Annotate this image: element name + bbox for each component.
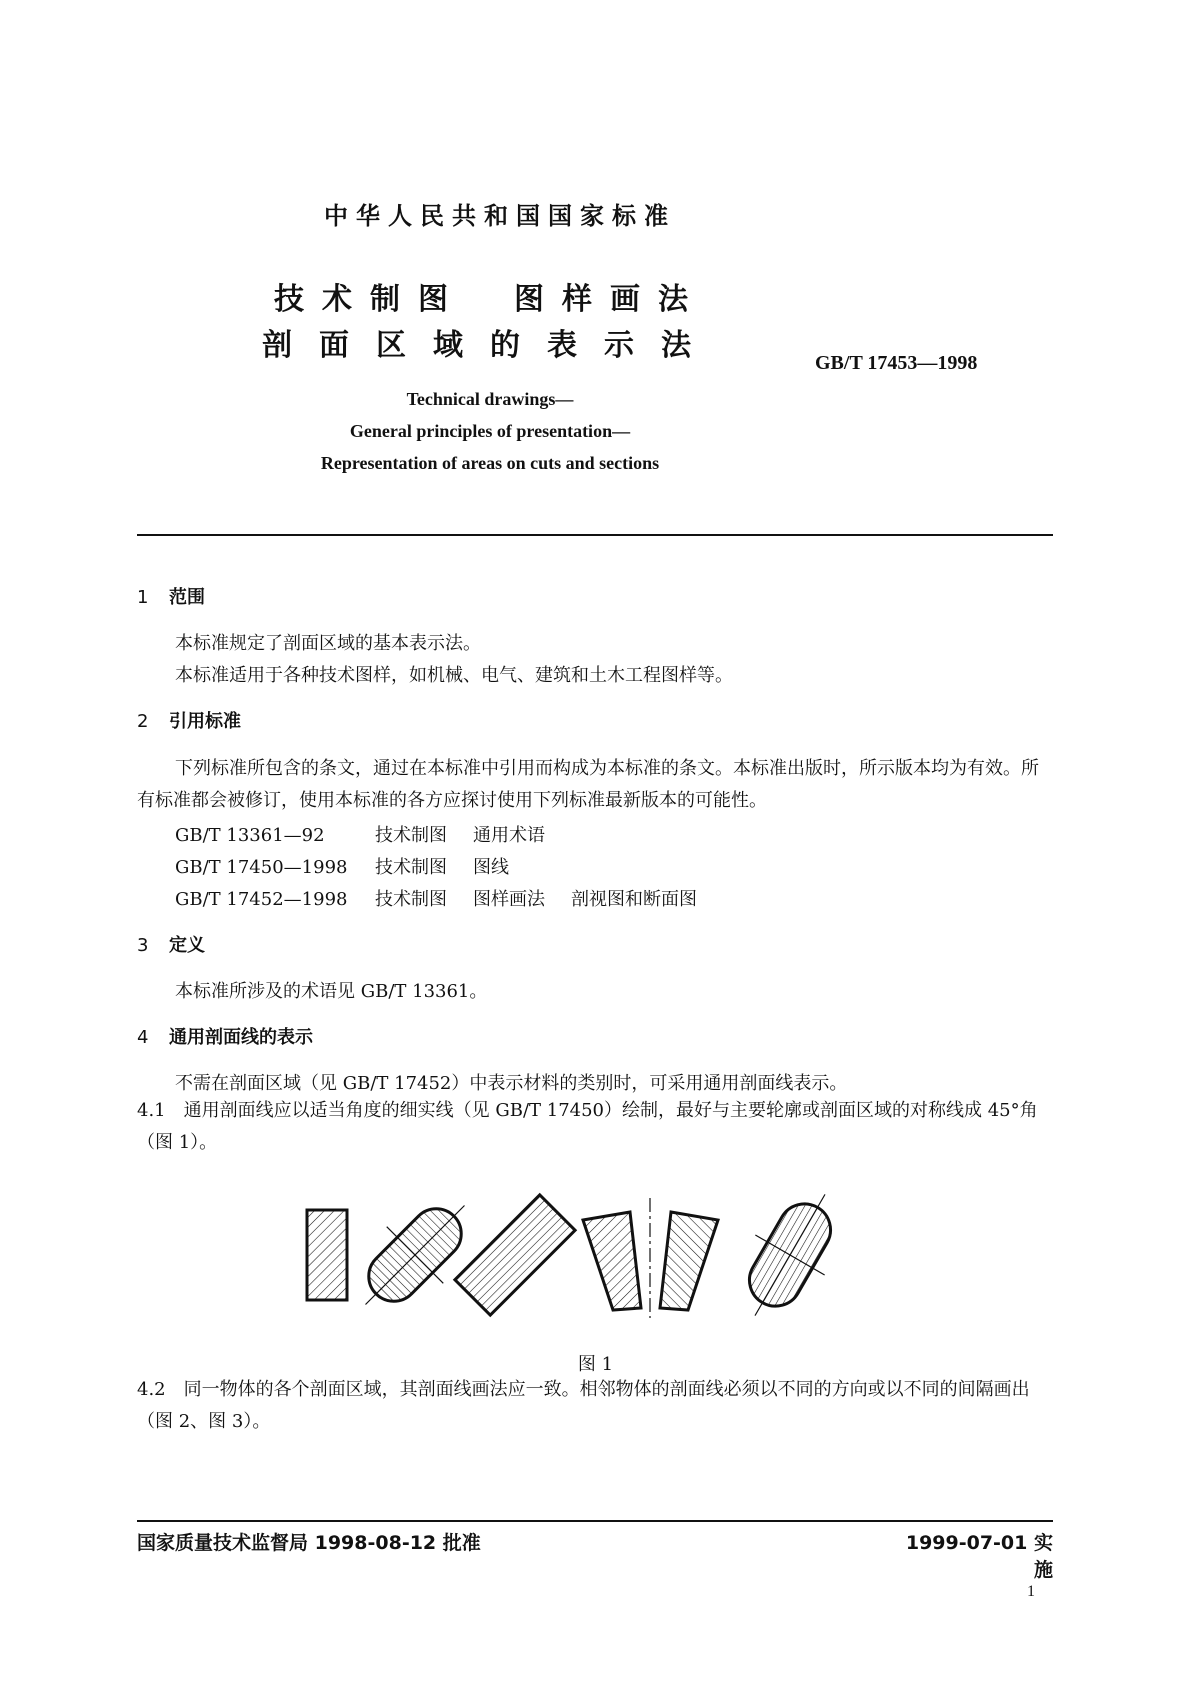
reference-code: GB/T 13361—92 (175, 825, 325, 846)
section-3-heading (137, 931, 205, 957)
section-number: 3 (137, 935, 149, 956)
reference-title-part: 技术制图 (375, 825, 447, 846)
reference-row (175, 821, 545, 847)
section-1-paragraph-2: 本标准适用于各种技术图样，如机械、电气、建筑和土木工程图样等。 (175, 665, 733, 686)
section-1-heading (137, 583, 205, 609)
section-4-heading (137, 1023, 313, 1049)
footer-divider (137, 1520, 1053, 1522)
reference-title-part: 图线 (473, 857, 509, 878)
hatched-rotated-rectangle (455, 1195, 575, 1315)
title-english-line-1: Technical drawings— (406, 389, 574, 409)
hatched-slot (337, 1190, 493, 1325)
reference-title-part: 图样画法 (473, 889, 545, 910)
section-number: 2 (137, 711, 149, 732)
reference-title-part: 技术制图 (375, 889, 447, 910)
reference-code: GB/T 17450—1998 (175, 857, 348, 878)
reference-title-part: 技术制图 (375, 857, 447, 878)
page-number: 1 (1027, 1583, 1035, 1600)
reference-title-part: 剖视图和断面图 (571, 889, 697, 910)
figure-1-hatching-examples (305, 1190, 885, 1325)
section-2-paragraph: 下列标准所包含的条文，通过在本标准中引用而构成为本标准的条文。本标准出版时，所示版本均为有效。所有标准都会被修订，使用本标准的各方应探讨使用下列标准最新版本的可能性。 (137, 758, 1039, 811)
reference-row (175, 853, 509, 879)
section-1-paragraph-1: 本标准规定了剖面区域的基本表示法。 (175, 633, 481, 654)
reference-code: GB/T 17452—1998 (175, 889, 348, 910)
standard-number: GB/T 17453—1998 (815, 352, 978, 374)
header-divider (137, 534, 1053, 536)
section-title: 通用剖面线的表示 (169, 1027, 313, 1048)
reference-row (175, 885, 697, 911)
reference-title-part: 通用术语 (473, 825, 545, 846)
section-number: 4 (137, 1027, 149, 1048)
section-title: 范围 (169, 587, 205, 608)
approval-line: 国家质量技术监督局 1998-08-12 批准 (137, 1532, 481, 1554)
title-chinese-line-2: 剖面区域的表示法 (262, 328, 718, 363)
section-4-paragraph: 不需在剖面区域（见 GB/T 17452）中表示材料的类别时，可采用通用剖面线表示。 (175, 1073, 848, 1094)
section-number: 1 (137, 587, 149, 608)
hatched-oblong (720, 1190, 859, 1325)
hatched-rectangle (307, 1210, 347, 1300)
title-english-line-3: Representation of areas on cuts and sections (320, 453, 660, 473)
implementation-date: 1999-07-01 实施 (905, 1532, 1053, 1581)
figure-1-caption: 图 1 (577, 1354, 614, 1375)
section-title: 引用标准 (169, 711, 241, 732)
clause-4-2: 4.2 同一物体的各个剖面区域，其剖面线画法应一致。相邻物体的剖面线必须以不同的方向或以不同的间隔画出（图 2、图 3）。 (137, 1379, 1030, 1432)
hatched-trapezoid-pair (583, 1198, 718, 1318)
section-title: 定义 (169, 935, 205, 956)
national-standard-heading: 中华人民共和国国家标准 (324, 202, 676, 230)
section-3-paragraph: 本标准所涉及的术语见 GB/T 13361。 (175, 981, 488, 1002)
title-chinese-line-1: 技术制图 图样画法 (274, 282, 706, 317)
section-2-heading (137, 707, 241, 733)
title-english-line-2: General principles of presentation— (349, 421, 631, 441)
clause-4-1: 4.1 通用剖面线应以适当角度的细实线（见 GB/T 17450）绘制，最好与主要轮廓或剖面区域的对称线成 45°角（图 1）。 (137, 1100, 1038, 1153)
